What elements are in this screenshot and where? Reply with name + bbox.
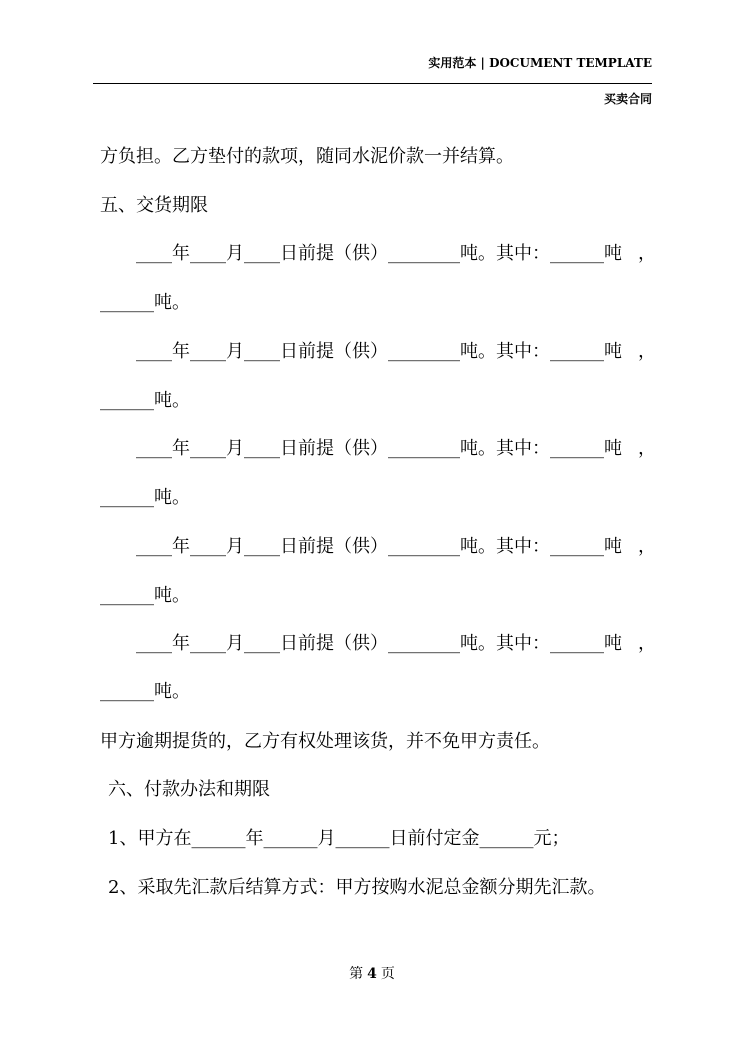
delivery-line-comma: ， (638, 536, 656, 557)
delivery-line-text: ____年____月____日前提（供）________吨。其中：______吨 (136, 341, 622, 362)
page-header-title: 实用范本 | DOCUMENT TEMPLATE (428, 56, 652, 70)
delivery-line-1 (136, 242, 656, 266)
continuation-paragraph: 方负担。乙方垫付的款项，随同水泥价款一并结算。 (100, 146, 514, 167)
footer-prefix: 第 (349, 966, 364, 982)
section-6-heading: 六、付款办法和期限 (108, 779, 270, 800)
delivery-continuation-5: ______吨。 (100, 681, 190, 702)
delivery-line-text: ____年____月____日前提（供）________吨。其中：______吨 (136, 633, 622, 654)
delivery-line-5 (136, 632, 656, 656)
delivery-line-3 (136, 437, 656, 461)
delivery-continuation-4: ______吨。 (100, 585, 190, 606)
delivery-line-comma: ， (638, 438, 656, 459)
delivery-continuation-1: ______吨。 (100, 292, 190, 313)
delivery-line-text: ____年____月____日前提（供）________吨。其中：______吨 (136, 243, 622, 264)
delivery-line-text: ____年____月____日前提（供）________吨。其中：______吨 (136, 536, 622, 557)
header-divider (93, 83, 652, 84)
delivery-continuation-2: ______吨。 (100, 390, 190, 411)
delivery-line-2 (136, 340, 656, 364)
delivery-line-comma: ， (638, 243, 656, 264)
payment-item-2: 2、采取先汇款后结算方式：甲方按购水泥总金额分期先汇款。 (108, 877, 606, 898)
delivery-line-4 (136, 535, 656, 559)
footer-suffix: 页 (380, 966, 395, 982)
delivery-line-text: ____年____月____日前提（供）________吨。其中：______吨 (136, 438, 622, 459)
delivery-continuation-3: ______吨。 (100, 487, 190, 508)
section-5-heading: 五、交货期限 (100, 195, 208, 216)
page-footer (0, 963, 744, 983)
delivery-line-comma: ， (638, 633, 656, 654)
penalty-clause: 甲方逾期提货的，乙方有权处理该货，并不免甲方责任。 (100, 731, 550, 752)
delivery-line-comma: ， (638, 341, 656, 362)
payment-item-1: 1、甲方在______年______月______日前付定金______元； (108, 828, 570, 849)
page-header-subtitle: 买卖合同 (603, 92, 652, 106)
page-number: 4 (367, 966, 377, 982)
